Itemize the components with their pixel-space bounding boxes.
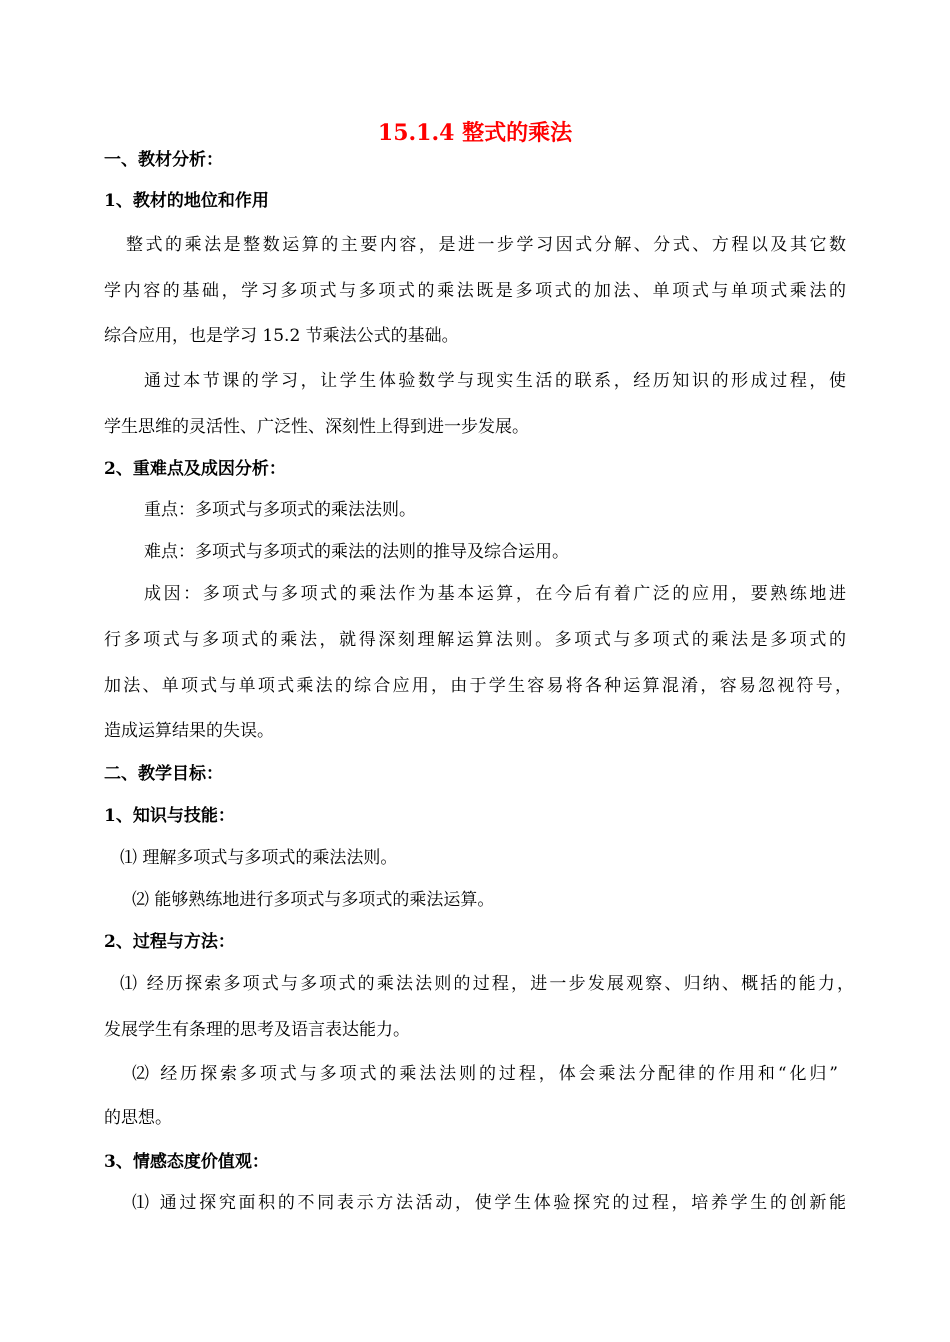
list-item: ⑴ 经历探索多项式与多项式的乘法法则的过程，进一步发展观察、归纳、概括的能力， [120,974,854,994]
paragraph-line: 造成运算结果的失误。 [104,721,274,741]
key-point-line: 重点：多项式与多项式的乘法法则。 [144,500,416,520]
paragraph-line: 通过本节课的学习，让学生体验数学与现实生活的联系，经历知识的形成过程，使 [144,371,846,391]
paragraph-line: 加法、单项式与单项式乘法的综合应用，由于学生容易将各种运算混淆，容易忽视符号， [104,676,852,696]
subheading-status-and-role: 1、教材的地位和作用 [104,191,269,211]
difficult-point-line: 难点：多项式与多项式的乘法的法则的推导及综合运用。 [144,542,569,562]
subheading-key-difficult-points: 2、重难点及成因分析： [104,459,286,479]
paragraph-line: 综合应用，也是学习 15.2 节乘法公式的基础。 [104,326,459,346]
paragraph-line: 学内容的基础，学习多项式与多项式的乘法既是多项式的加法、单项式与单项式乘法的 [104,281,846,301]
paragraph-line: 发展学生有条理的思考及语言表达能力。 [104,1020,410,1040]
subheading-process-method: 2、过程与方法： [104,932,235,952]
list-item: ⑵ 经历探索多项式与多项式的乘法法则的过程，体会乘法分配律的作用和“化归” [132,1064,838,1084]
subheading-emotion-attitude: 3、情感态度价值观： [104,1152,269,1172]
paragraph-line: 行多项式与多项式的乘法，就得深刻理解运算法则。多项式与多项式的乘法是多项式的 [104,630,846,650]
section-heading-teaching-goals: 二、教学目标： [104,764,223,784]
list-item: ⑵ 能够熟练地进行多项式与多项式的乘法运算。 [132,890,495,910]
list-item: ⑴ 通过探究面积的不同表示方法活动，使学生体验探究的过程，培养学生的创新能 [132,1193,846,1213]
paragraph-line: 的思想。 [104,1108,172,1128]
paragraph-line: 成因：多项式与多项式的乘法作为基本运算，在今后有着广泛的应用，要熟练地进 [144,584,846,604]
subheading-knowledge-skills: 1、知识与技能： [104,806,235,826]
list-item: ⑴ 理解多项式与多项式的乘法法则。 [120,848,398,868]
paragraph-line: 学生思维的灵活性、广泛性、深刻性上得到进一步发展。 [104,417,529,437]
section-heading-textbook-analysis: 一、教材分析： [104,150,223,170]
paragraph-line: 整式的乘法是整数运算的主要内容，是进一步学习因式分解、分式、方程以及其它数 [126,235,846,255]
document-title: 15.1.4 整式的乘法 [377,120,573,146]
